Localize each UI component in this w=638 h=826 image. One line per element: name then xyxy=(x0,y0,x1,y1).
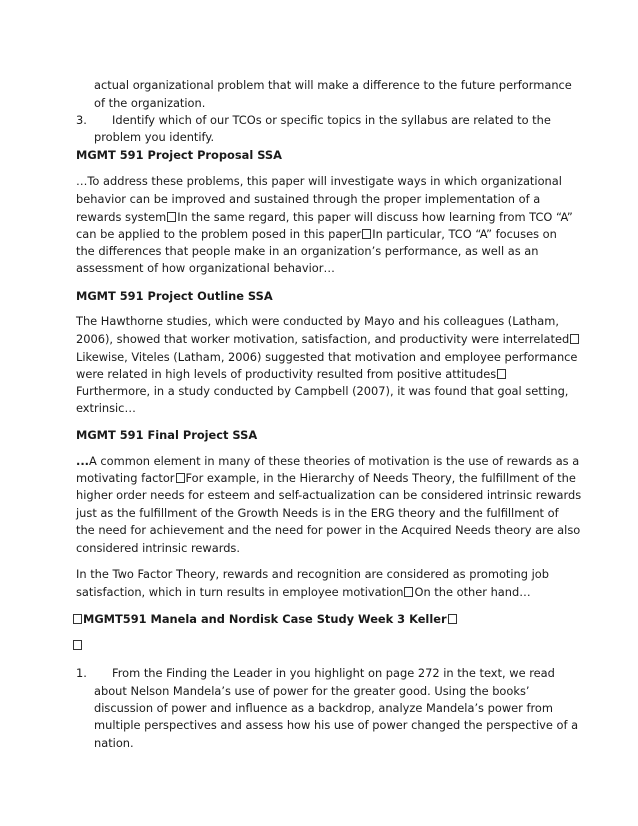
section-heading-case-study xyxy=(72,612,458,626)
paragraph-line: considered intrinsic rewards. xyxy=(76,541,240,555)
empty-line-box xyxy=(72,638,83,652)
missing-glyph-box xyxy=(448,614,457,624)
paragraph-line xyxy=(76,210,573,224)
list-item-text: about Nelson Mandela’s use of power for the greater good. Using the books’ xyxy=(94,684,530,698)
missing-glyph-box xyxy=(570,334,579,344)
paragraph-line xyxy=(76,367,507,381)
paragraph-line: Likewise, Viteles (Latham, 2006) suggested that motivation and employee performance xyxy=(76,350,578,364)
text-run: can be applied to the problem posed in this paper xyxy=(76,227,362,241)
paragraph-line xyxy=(76,471,576,485)
missing-glyph-box xyxy=(497,369,506,379)
list-item-continuation-line: actual organizational problem that will make a difference to the future performance xyxy=(94,78,572,92)
missing-glyph-box xyxy=(167,212,176,222)
text-run: A common element in many of these theories of motivation is the use of rewards as a xyxy=(88,454,580,468)
paragraph-line xyxy=(76,454,579,468)
text-run: For example, in the Hierarchy of Needs Theory, the fulfillment of the xyxy=(185,471,576,485)
paragraph-line: just as the fulfillment of the Growth Needs is in the ERG theory and the fulfillment of xyxy=(76,506,559,520)
list-number: 1. xyxy=(76,666,87,680)
paragraph-line: behavior can be improved and sustained through the proper implementation of a xyxy=(76,192,541,206)
list-item-text: discussion of power and influence as a backdrop, analyze Mandela’s power from xyxy=(94,701,553,715)
text-run: 2006), showed that worker motivation, satisfaction, and productivity were interrelated xyxy=(76,332,570,346)
section-heading-outline: MGMT 591 Project Outline SSA xyxy=(76,289,273,303)
missing-glyph-box xyxy=(404,587,413,597)
list-item-text: From the Finding the Leader in you highlight on page 272 in the text, we read xyxy=(112,666,555,680)
missing-glyph-box xyxy=(73,614,82,624)
text-run: were related in high levels of productivity resulted from positive attitudes xyxy=(76,367,497,381)
paragraph-line xyxy=(76,332,580,346)
paragraph-line xyxy=(76,585,531,599)
list-item-text: Identify which of our TCOs or specific topics in the syllabus are related to the xyxy=(112,113,551,127)
paragraph-line: the need for achievement and the need for power in the Acquired Needs theory are also xyxy=(76,523,581,537)
paragraph-line: …To address these problems, this paper will investigate ways in which organizational xyxy=(76,174,562,188)
text-run: In particular, TCO “A” focuses on xyxy=(372,227,557,241)
paragraph-line xyxy=(76,227,557,241)
paragraph-line: the differences that people make in an organization’s performance, as well as an xyxy=(76,244,539,258)
heading-text: MGMT591 Manela and Nordisk Case Study Week 3 Keller xyxy=(83,612,447,626)
paragraph-line: higher order needs for esteem and self-actualization can be considered intrinsic rewards xyxy=(76,488,582,502)
text-run: satisfaction, which in turn results in employee motivation xyxy=(76,585,404,599)
paragraph-line: extrinsic… xyxy=(76,401,136,415)
text-run: motivating factor xyxy=(76,471,175,485)
missing-glyph-box xyxy=(73,640,82,650)
list-item-text: problem you identify. xyxy=(94,130,215,144)
paragraph-line: assessment of how organizational behavior… xyxy=(76,261,335,275)
paragraph-line: In the Two Factor Theory, rewards and recognition are considered as promoting job xyxy=(76,567,549,581)
paragraph-line: Furthermore, in a study conducted by Campbell (2007), it was found that goal setting, xyxy=(76,384,569,398)
section-heading-proposal: MGMT 591 Project Proposal SSA xyxy=(76,148,282,162)
list-item-text: multiple perspectives and assess how his use of power changed the perspective of a xyxy=(94,718,579,732)
section-heading-final: MGMT 591 Final Project SSA xyxy=(76,428,258,442)
list-number: 3. xyxy=(76,113,87,127)
text-run: On the other hand… xyxy=(414,585,531,599)
missing-glyph-box xyxy=(176,473,185,483)
text-run: rewards system xyxy=(76,210,167,224)
list-item-continuation-line: of the organization. xyxy=(94,96,206,110)
paragraph-line: The Hawthorne studies, which were conducted by Mayo and his colleagues (Latham, xyxy=(76,314,559,328)
ellipsis-lead: ... xyxy=(76,454,89,468)
missing-glyph-box xyxy=(362,229,371,239)
list-item-text: nation. xyxy=(94,736,134,750)
text-run: In the same regard, this paper will discuss how learning from TCO “A” xyxy=(177,210,573,224)
